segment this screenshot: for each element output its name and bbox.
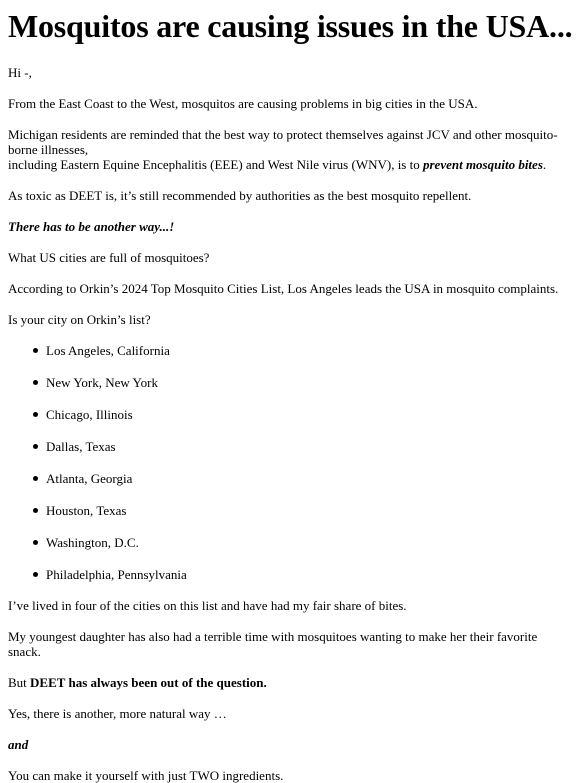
list-item: Philadelphia, Pennsylvania xyxy=(46,567,572,582)
email-body xyxy=(0,8,580,783)
another-way-heading: There has to be another way...! xyxy=(8,219,175,234)
paragraph-michigan-line2: including Eastern Equine Encephalitis (EEE) and West Nile virus (WNV), is to xyxy=(8,157,423,172)
deet-out-emphasis: DEET has always been out of the question. xyxy=(30,675,267,690)
prevent-bites-emphasis: prevent mosquito bites xyxy=(422,157,543,172)
list-item: Houston, Texas xyxy=(46,503,572,518)
paragraph-natural-way: Yes, there is another, more natural way … xyxy=(8,706,227,721)
paragraph-lived: I’ve lived in four of the cities on this list and have had my fair share of bites. xyxy=(8,598,407,613)
list-item: Atlanta, Georgia xyxy=(46,471,572,486)
paragraph-orkin: According to Orkin’s 2024 Top Mosquito Cities List, Los Angeles leads the USA in mosquito complaints. xyxy=(8,281,559,296)
paragraph-michigan-suffix: . xyxy=(542,157,547,172)
page-title: Mosquitos are causing issues in the USA... xyxy=(8,8,573,44)
list-item: New York, New York xyxy=(46,375,572,390)
list-item: Dallas, Texas xyxy=(46,439,572,454)
paragraph-michigan xyxy=(8,127,572,172)
paragraph-two-ingredients: You can make it yourself with just TWO ingredients. xyxy=(8,768,284,783)
paragraph-deet: As toxic as DEET is, it’s still recommended by authorities as the best mosquito repellent. xyxy=(8,188,472,203)
list-item: Chicago, Illinois xyxy=(46,407,572,422)
greeting: Hi -, xyxy=(8,65,32,80)
list-item: Los Angeles, California xyxy=(46,343,572,358)
paragraph-deet-out-prefix: But xyxy=(8,675,31,690)
paragraph-question: What US cities are full of mosquitoes? xyxy=(8,250,210,265)
paragraph-list-question: Is your city on Orkin’s list? xyxy=(8,312,151,327)
paragraph-deet-out xyxy=(8,675,572,690)
paragraph-daughter: My youngest daughter has also had a terrible time with mosquitoes wanting to make her their favorite snack. xyxy=(8,629,538,659)
paragraph-michigan-line1: Michigan residents are reminded that the best way to protect themselves against JCV and other mosquito-borne illnesses, xyxy=(8,127,558,157)
paragraph-intro: From the East Coast to the West, mosquitos are causing problems in big cities in the USA. xyxy=(8,96,478,111)
city-list xyxy=(8,343,572,582)
and-connector: and xyxy=(8,737,29,752)
list-item: Washington, D.C. xyxy=(46,535,572,550)
